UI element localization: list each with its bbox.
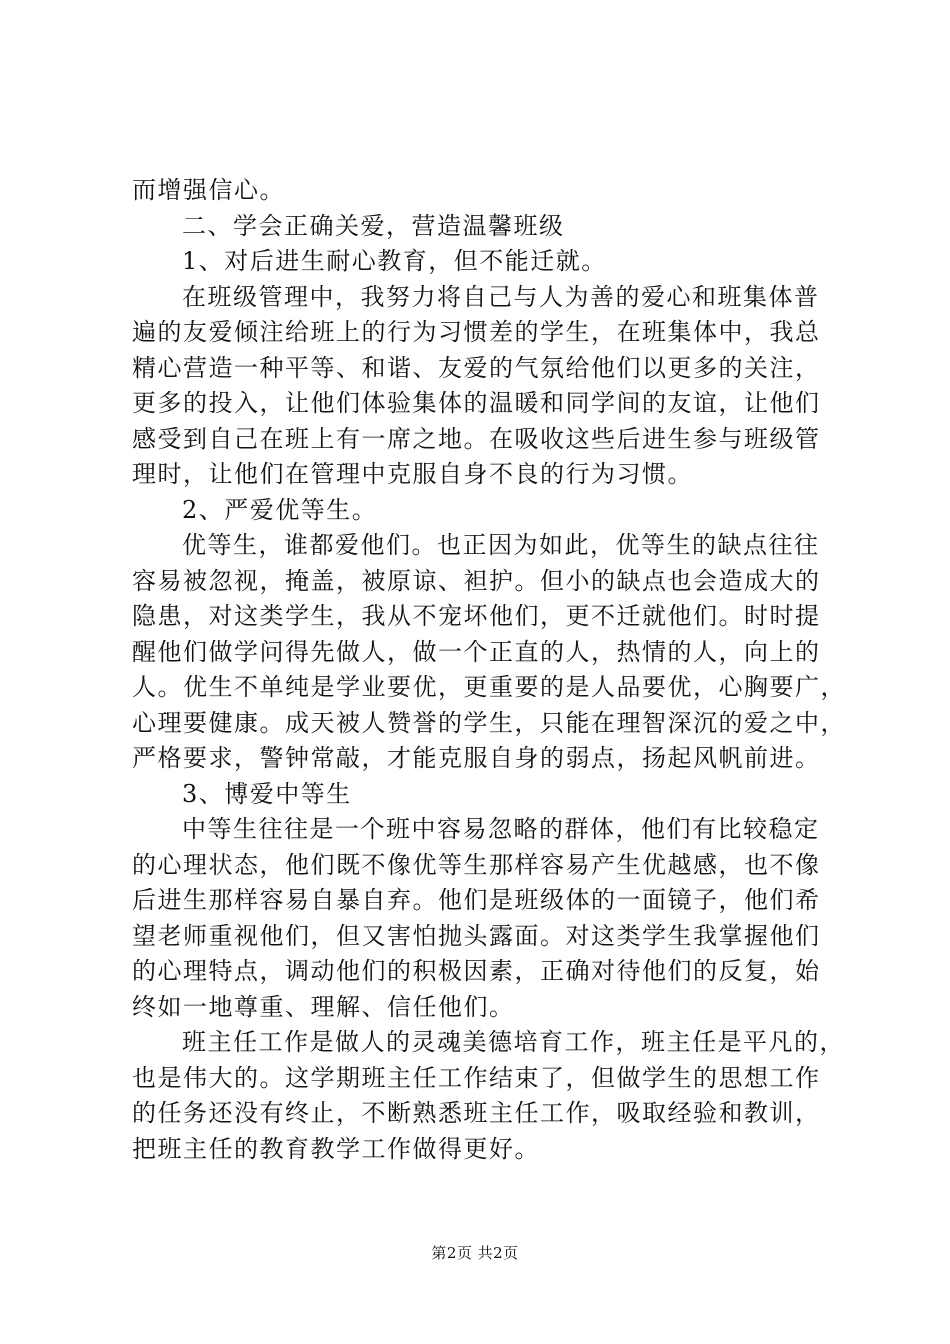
subsection-heading: 1、对后进生耐心教育，但不能迁就。	[182, 247, 607, 275]
text-line: 的任务还没有终止，不断熟悉班主任工作，吸取经验和教训，	[132, 1099, 821, 1127]
text-line: 望老师重视他们，但又害怕抛头露面。对这类学生我掌握他们	[132, 921, 821, 950]
text-line: 班主任工作是做人的灵魂美德培育工作，班主任是平凡的，	[182, 1028, 845, 1056]
text-line: 心理要健康。成天被人赞誉的学生，只能在理智深沉的爱之中，	[132, 708, 846, 737]
text-line: 的心理状态，他们既不像优等生那样容易产生优越感，也不像	[132, 850, 821, 879]
text-line: 在班级管理中，我努力将自己与人为善的爱心和班集体普	[182, 282, 820, 311]
subsection-heading: 2、严爱优等生。	[182, 495, 378, 524]
text-line: 醒他们做学问得先做人，做一个正直的人，热情的人，向上的	[132, 637, 821, 666]
text-line: 感受到自己在班上有一席之地。在吸收这些后进生参与班级管	[132, 424, 821, 453]
text-line: 优等生，谁都爱他们。也正因为如此，优等生的缺点往往	[182, 531, 820, 559]
section-heading: 二、学会正确关爱，营造温馨班级	[182, 211, 565, 240]
text-line: 遍的友爱倾注给班上的行为习惯差的学生，在班集体中，我总	[132, 318, 821, 346]
text-line: 的心理特点，调动他们的积极因素，正确对待他们的反复，始	[132, 957, 821, 985]
text-line: 把班主任的教育教学工作做得更好。	[132, 1134, 540, 1163]
text-line: 也是伟大的。这学期班主任工作结束了，但做学生的思想工作	[132, 1063, 821, 1092]
text-line: 后进生那样容易自暴自弃。他们是班级体的一面镜子，他们希	[132, 886, 821, 914]
text-line: 容易被忽视，掩盖，被原谅、袒护。但小的缺点也会造成大的	[132, 566, 821, 595]
document-body	[132, 173, 846, 1167]
text-line: 隐患，对这类学生，我从不宠坏他们，更不迁就他们。时时提	[132, 602, 821, 630]
text-line: 而增强信心。	[132, 176, 285, 204]
text-line: 更多的投入，让他们体验集体的温暖和同学间的友谊，让他们	[132, 389, 821, 417]
page-number-footer: 第2页 共2页	[431, 1244, 519, 1262]
text-line: 精心营造一种平等、和谐、友爱的气氛给他们以更多的关注，	[132, 353, 821, 382]
text-line: 理时，让他们在管理中克服自身不良的行为习惯。	[132, 460, 693, 488]
text-line: 人。优生不单纯是学业要优，更重要的是人品要优，心胸要广，	[132, 673, 846, 701]
subsection-heading: 3、博爱中等生	[182, 779, 352, 808]
text-line: 终如一地尊重、理解、信任他们。	[132, 992, 515, 1021]
text-line: 严格要求，警钟常敲，才能克服自身的弱点，扬起风帆前进。	[132, 744, 821, 772]
text-line: 中等生往往是一个班中容易忽略的群体，他们有比较稳定	[182, 815, 820, 843]
